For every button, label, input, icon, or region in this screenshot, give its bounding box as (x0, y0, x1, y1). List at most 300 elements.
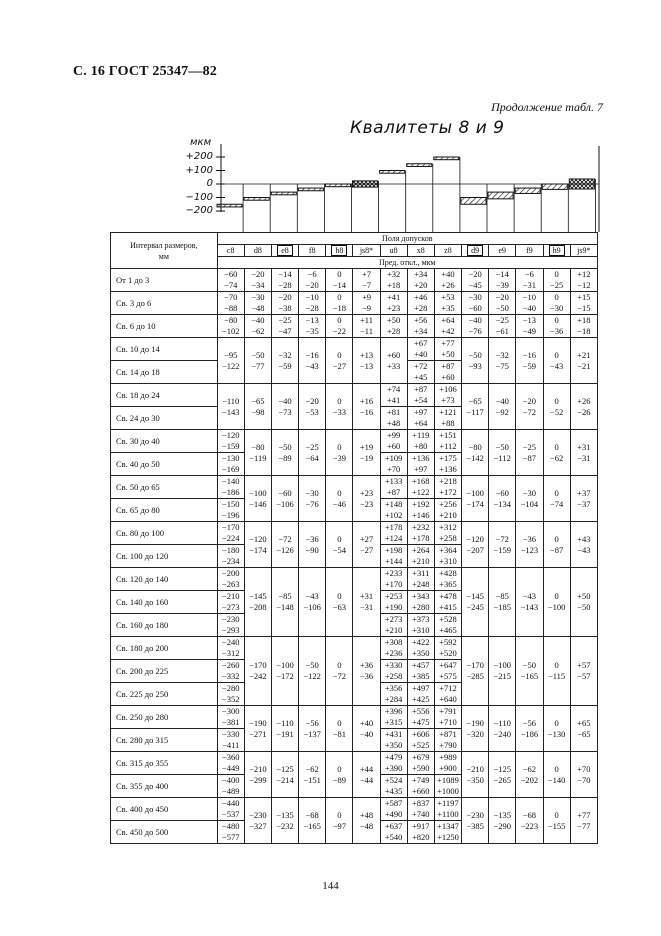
deviation-cell (489, 292, 516, 315)
deviation-cell (244, 384, 271, 430)
upper-deviation: −65 (468, 395, 482, 406)
table-header-row (111, 233, 598, 245)
deviation-cell (244, 269, 271, 292)
lower-deviation: −60 (468, 303, 482, 313)
lower-deviation: −81 (332, 728, 346, 739)
lower-deviation: +48 (386, 418, 401, 428)
lower-deviation: −59 (278, 360, 292, 371)
deviation-cell (462, 706, 489, 752)
upper-deviation: −20 (278, 292, 292, 302)
upper-deviation: 0 (554, 533, 559, 544)
tolerance-bar-f9 (515, 188, 540, 193)
deviation-cell (353, 384, 380, 430)
deviation-cell (299, 706, 326, 752)
upper-deviation: −230 (221, 614, 240, 624)
deviation-cell (271, 568, 298, 637)
deviation-cell (407, 269, 434, 292)
deviation-cell (299, 338, 326, 384)
upper-deviation: +364 (439, 545, 457, 555)
column-header-label: u8 (389, 245, 398, 255)
lower-deviation: +280 (412, 602, 430, 612)
upper-deviation: +330 (384, 660, 403, 670)
deviation-cell (380, 315, 407, 338)
lower-deviation: −185 (493, 602, 512, 612)
lower-deviation: −40 (522, 303, 537, 313)
tolerance-bar-d8 (244, 198, 269, 201)
column-header-label: e9 (498, 245, 507, 255)
upper-deviation: −56 (522, 717, 537, 728)
upper-deviation: −230 (466, 809, 484, 820)
column-header-c8 (217, 245, 244, 257)
upper-deviation: +133 (384, 476, 403, 486)
deviation-cell (244, 798, 271, 844)
upper-deviation: −30 (468, 292, 482, 302)
upper-deviation: −72 (495, 533, 509, 544)
lower-deviation: −271 (249, 728, 267, 739)
lower-deviation: −273 (221, 602, 240, 612)
lower-deviation: +710 (439, 717, 457, 727)
table-row (111, 384, 598, 407)
lower-deviation: −224 (221, 533, 240, 543)
deviation-cell (407, 729, 434, 752)
lower-deviation: +124 (384, 533, 403, 543)
column-header-d8 (244, 245, 271, 257)
deviation-cell (407, 361, 434, 384)
lower-deviation: −38 (278, 303, 292, 313)
upper-deviation: −40 (278, 395, 292, 406)
upper-deviation: −50 (251, 349, 265, 360)
upper-deviation: +524 (384, 775, 403, 785)
deviation-cell (570, 476, 597, 522)
lower-deviation: +102 (384, 510, 403, 520)
deviation-cell (434, 430, 461, 453)
lower-deviation: −449 (221, 763, 240, 773)
upper-deviation: −100 (493, 660, 512, 670)
lower-deviation: +820 (412, 832, 430, 842)
upper-deviation: +97 (414, 407, 428, 417)
interval-label: Св. 50 до 65 (111, 476, 218, 499)
upper-deviation: +81 (386, 407, 401, 417)
lower-deviation: −9 (361, 303, 371, 313)
deviation-cell (407, 706, 434, 729)
lower-deviation: −40 (359, 728, 374, 739)
lower-deviation: −49 (522, 326, 537, 336)
deviation-cell (407, 637, 434, 660)
deviation-cell (271, 706, 298, 752)
upper-deviation: +256 (439, 499, 457, 509)
interval-label: Св. 225 до 250 (111, 683, 218, 706)
upper-deviation: 0 (337, 349, 342, 360)
lower-deviation: −87 (522, 452, 537, 463)
upper-deviation: +16 (359, 395, 374, 406)
deviation-cell (407, 752, 434, 775)
tolerance-bar-e8 (271, 192, 296, 195)
lower-deviation: −50 (495, 303, 509, 313)
deviation-cell (489, 269, 516, 292)
upper-deviation: −300 (221, 706, 240, 716)
lower-deviation: −62 (549, 452, 564, 463)
lower-deviation: +1250 (437, 832, 459, 842)
lower-deviation: −16 (359, 406, 374, 417)
upper-deviation: +587 (384, 798, 403, 808)
tolerance-bar-f8 (298, 188, 323, 191)
upper-deviation: −110 (222, 395, 240, 406)
column-header-label: h8 (331, 245, 347, 256)
lower-deviation: −290 (493, 820, 512, 831)
deviation-cell (380, 775, 407, 798)
upper-deviation: −85 (278, 591, 292, 601)
lower-deviation: −207 (466, 544, 484, 555)
lower-deviation: +45 (414, 372, 428, 382)
deviation-cell (462, 338, 489, 384)
upper-deviation: +478 (439, 591, 457, 601)
deviation-cell (380, 545, 407, 568)
deviation-cell (434, 292, 461, 315)
lower-deviation: −240 (493, 728, 512, 739)
upper-deviation: +70 (577, 763, 591, 774)
deviation-cell (299, 568, 326, 637)
column-header-label: x8 (416, 245, 425, 255)
upper-deviation: +121 (439, 407, 457, 417)
upper-deviation: −260 (221, 660, 240, 670)
deviation-cell (489, 430, 516, 476)
lower-deviation: +284 (384, 694, 403, 704)
deviation-cell (244, 430, 271, 476)
upper-deviation: +192 (412, 499, 430, 509)
lower-deviation: +26 (441, 280, 455, 290)
deviation-cell (380, 660, 407, 683)
lower-deviation: +660 (412, 786, 430, 796)
lower-deviation: +35 (441, 303, 455, 313)
deviation-cell (489, 476, 516, 522)
deviation-cell (516, 637, 543, 706)
deviation-cell (380, 614, 407, 637)
chart-unit-label: мкм (190, 137, 212, 148)
upper-deviation: +23 (359, 487, 374, 498)
upper-deviation: +989 (439, 752, 457, 762)
deviation-cell (462, 476, 489, 522)
lower-deviation: +60 (441, 372, 455, 382)
deviation-cell (434, 361, 461, 384)
lower-deviation: +210 (439, 510, 457, 520)
interval-label: Св. 250 до 280 (111, 706, 218, 729)
upper-deviation: −170 (221, 522, 240, 532)
deviation-cell (543, 637, 570, 706)
upper-deviation: +74 (386, 384, 401, 394)
upper-deviation: +679 (412, 752, 430, 762)
upper-deviation: 0 (554, 591, 559, 601)
upper-deviation: +175 (439, 453, 457, 463)
chart-y-tick-label: +200 (185, 151, 213, 162)
interval-label: Св. 280 до 315 (111, 729, 218, 752)
upper-deviation: +32 (386, 269, 401, 279)
deviation-cell (217, 821, 244, 844)
deviation-cell (353, 315, 380, 338)
lower-deviation: −143 (520, 602, 539, 612)
upper-deviation: −400 (221, 775, 240, 785)
deviation-cell (299, 315, 326, 338)
deviation-cell (543, 315, 570, 338)
upper-deviation: +1089 (437, 775, 459, 785)
upper-deviation: −6 (307, 269, 317, 279)
deviation-cell (244, 338, 271, 384)
deviation-cell (570, 269, 597, 292)
upper-deviation: +647 (439, 660, 457, 670)
deviation-cell (462, 384, 489, 430)
lower-deviation: +475 (412, 717, 430, 727)
upper-deviation: 0 (337, 315, 342, 325)
upper-deviation: −20 (495, 292, 509, 302)
upper-deviation: +37 (577, 487, 591, 498)
lower-deviation: +190 (384, 602, 403, 612)
lower-deviation: +73 (441, 395, 455, 405)
deviation-cell (462, 798, 489, 844)
upper-deviation: −72 (278, 533, 292, 544)
upper-deviation: 0 (554, 717, 559, 728)
deviation-cell (299, 292, 326, 315)
lower-deviation: +54 (414, 395, 428, 405)
lower-deviation: −14 (332, 280, 346, 290)
upper-deviation: 0 (337, 809, 342, 820)
upper-deviation: −110 (493, 717, 511, 728)
upper-deviation: 0 (337, 487, 342, 498)
upper-deviation: +41 (386, 292, 401, 302)
lower-deviation: −74 (549, 498, 564, 509)
deviation-cell (353, 568, 380, 637)
lower-deviation: +80 (414, 441, 428, 451)
deviation-cell (489, 568, 516, 637)
upper-deviation: −190 (466, 717, 484, 728)
lower-deviation: −223 (520, 820, 539, 831)
upper-deviation: +50 (386, 315, 401, 325)
upper-deviation: −100 (249, 487, 267, 498)
lower-deviation: −74 (224, 280, 238, 290)
lower-deviation: +740 (412, 809, 430, 819)
upper-deviation: −32 (495, 349, 509, 360)
lower-deviation: −72 (332, 671, 346, 681)
deviation-cell (244, 315, 271, 338)
lower-deviation: −242 (249, 671, 267, 681)
interval-label: От 1 до 3 (111, 269, 218, 292)
lower-deviation: −174 (249, 544, 267, 555)
lower-deviation: −28 (305, 303, 319, 313)
deviation-cell (407, 683, 434, 706)
interval-label: Св. 14 до 18 (111, 361, 218, 384)
deviation-cell (570, 752, 597, 798)
lower-deviation: −142 (466, 452, 484, 463)
tolerance-bar-u8 (380, 171, 405, 174)
upper-deviation: −150 (221, 499, 240, 509)
tolerance-bar-h9 (542, 184, 567, 189)
lower-deviation: −312 (221, 648, 240, 658)
lower-deviation: −89 (278, 452, 292, 463)
deviation-cell (271, 292, 298, 315)
deviation-cell (489, 798, 516, 844)
chart-y-tick-label: −100 (185, 191, 213, 203)
upper-deviation: −210 (466, 763, 484, 774)
upper-deviation: +65 (577, 717, 591, 728)
deviation-cell (353, 706, 380, 752)
lower-deviation: −64 (305, 452, 319, 463)
table-continuation-label: Продолжение табл. 7 (491, 100, 603, 114)
deviation-cell (462, 568, 489, 637)
deviation-cell (434, 407, 461, 430)
deviation-cell (380, 453, 407, 476)
lower-deviation: −97 (332, 820, 346, 831)
upper-deviation: −60 (224, 269, 238, 279)
deviation-cell (271, 430, 298, 476)
lower-deviation: −31 (522, 280, 537, 290)
deviation-cell (299, 430, 326, 476)
deviation-cell (380, 683, 407, 706)
upper-deviation: +178 (384, 522, 403, 532)
lower-deviation: −77 (577, 820, 591, 831)
upper-deviation: −110 (276, 717, 294, 728)
upper-deviation: −120 (221, 430, 240, 440)
lower-deviation: −34 (251, 280, 265, 290)
upper-deviation: +46 (414, 292, 428, 302)
lower-deviation: −98 (251, 406, 265, 417)
tolerance-bar-e9 (488, 192, 513, 199)
column-header-label: d8 (253, 245, 262, 255)
lower-deviation: +28 (414, 303, 428, 313)
upper-deviation: −200 (221, 568, 240, 578)
upper-deviation: −100 (466, 487, 484, 498)
deviation-cell (434, 338, 461, 361)
deviation-cell (516, 706, 543, 752)
lower-deviation: −151 (303, 774, 321, 785)
deviation-cell (299, 476, 326, 522)
lower-deviation: −104 (520, 498, 539, 509)
deviation-cell (489, 637, 516, 706)
deviation-cell (326, 315, 353, 338)
upper-deviation: −280 (221, 683, 240, 693)
deviation-cell (217, 752, 244, 775)
upper-deviation: −43 (522, 591, 537, 601)
upper-deviation: 0 (337, 763, 342, 774)
column-header-label: c8 (226, 245, 235, 255)
column-header-label: js8* (359, 245, 374, 255)
upper-deviation: +233 (384, 568, 403, 578)
lower-deviation: −45 (468, 280, 482, 290)
upper-deviation: +356 (384, 683, 403, 693)
upper-deviation: +40 (359, 717, 374, 728)
lower-deviation: +60 (386, 441, 401, 451)
upper-deviation: −62 (522, 763, 537, 774)
lower-deviation: −165 (520, 671, 539, 681)
lower-deviation: +20 (414, 280, 428, 290)
lower-deviation: +1000 (437, 786, 459, 796)
lower-deviation: +42 (441, 326, 455, 336)
upper-deviation: +396 (384, 706, 403, 716)
upper-deviation: +373 (412, 614, 430, 624)
lower-deviation: −202 (520, 774, 539, 785)
deviation-cell (380, 752, 407, 775)
lower-deviation: −70 (577, 774, 591, 785)
upper-deviation: −145 (249, 591, 267, 601)
upper-deviation: +109 (384, 453, 403, 463)
lower-deviation: −92 (495, 406, 509, 417)
tolerance-bar-x8 (407, 164, 432, 167)
deviation-cell (271, 752, 298, 798)
deviation-cell (434, 729, 461, 752)
deviation-cell (516, 798, 543, 844)
upper-deviation: +57 (577, 660, 591, 670)
deviation-cell (434, 798, 461, 821)
upper-deviation: +56 (414, 315, 428, 325)
lower-deviation: +170 (384, 579, 403, 589)
upper-deviation: +606 (412, 729, 430, 739)
lower-deviation: +28 (386, 326, 401, 336)
deviation-cell (326, 522, 353, 568)
interval-label: Св. 6 до 10 (111, 315, 218, 338)
chart-title: Квалитеты 8 и 9 (350, 118, 505, 138)
upper-deviation: +273 (384, 614, 403, 624)
upper-deviation: +1347 (437, 821, 459, 831)
upper-deviation: −20 (305, 395, 319, 406)
lower-deviation: +210 (384, 625, 403, 635)
lower-deviation: +172 (439, 487, 457, 497)
deviation-cell (244, 522, 271, 568)
deviation-cell (543, 706, 570, 752)
upper-deviation: −130 (221, 453, 240, 463)
deviation-cell (407, 522, 434, 545)
column-header-e9 (489, 245, 516, 257)
upper-deviation: −10 (305, 292, 319, 302)
upper-deviation: +13 (359, 349, 374, 360)
deviation-cell (326, 798, 353, 844)
deviation-cell (434, 269, 461, 292)
upper-deviation: +151 (439, 430, 457, 440)
deviation-cell (543, 430, 570, 476)
lower-deviation: −35 (305, 326, 319, 336)
interval-label: Св. 180 до 200 (111, 637, 218, 660)
interval-label: Св. 200 до 225 (111, 660, 218, 683)
deviation-cell (217, 591, 244, 614)
upper-deviation: −25 (278, 315, 292, 325)
chart-y-tick-label: 0 (206, 178, 213, 189)
lower-deviation: −93 (468, 360, 482, 371)
lower-deviation: +248 (412, 579, 430, 589)
upper-deviation: +343 (412, 591, 430, 601)
deviation-cell (380, 706, 407, 729)
deviation-cell (570, 522, 597, 568)
deviation-cell (407, 384, 434, 407)
lower-deviation: −36 (549, 326, 564, 336)
lower-deviation: +112 (439, 441, 457, 451)
lower-deviation: −50 (577, 602, 591, 612)
deviation-cell (462, 292, 489, 315)
lower-deviation: +258 (384, 671, 403, 681)
lower-deviation: −37 (577, 498, 591, 509)
column-header-js9 (570, 245, 597, 257)
lower-deviation: −245 (466, 602, 484, 612)
deviation-cell (326, 430, 353, 476)
upper-deviation: −36 (522, 533, 537, 544)
upper-deviation: 0 (554, 349, 559, 360)
upper-deviation: 0 (554, 487, 559, 498)
lower-deviation: +310 (439, 556, 457, 566)
upper-deviation: −140 (221, 476, 240, 486)
lower-deviation: −53 (305, 406, 319, 417)
lower-deviation: −102 (221, 326, 240, 336)
deviation-cell (353, 476, 380, 522)
deviation-cell (271, 384, 298, 430)
lower-deviation: −196 (221, 510, 240, 520)
lower-deviation: −7 (361, 280, 371, 290)
deviation-cell (462, 522, 489, 568)
lower-deviation: −411 (222, 740, 240, 750)
